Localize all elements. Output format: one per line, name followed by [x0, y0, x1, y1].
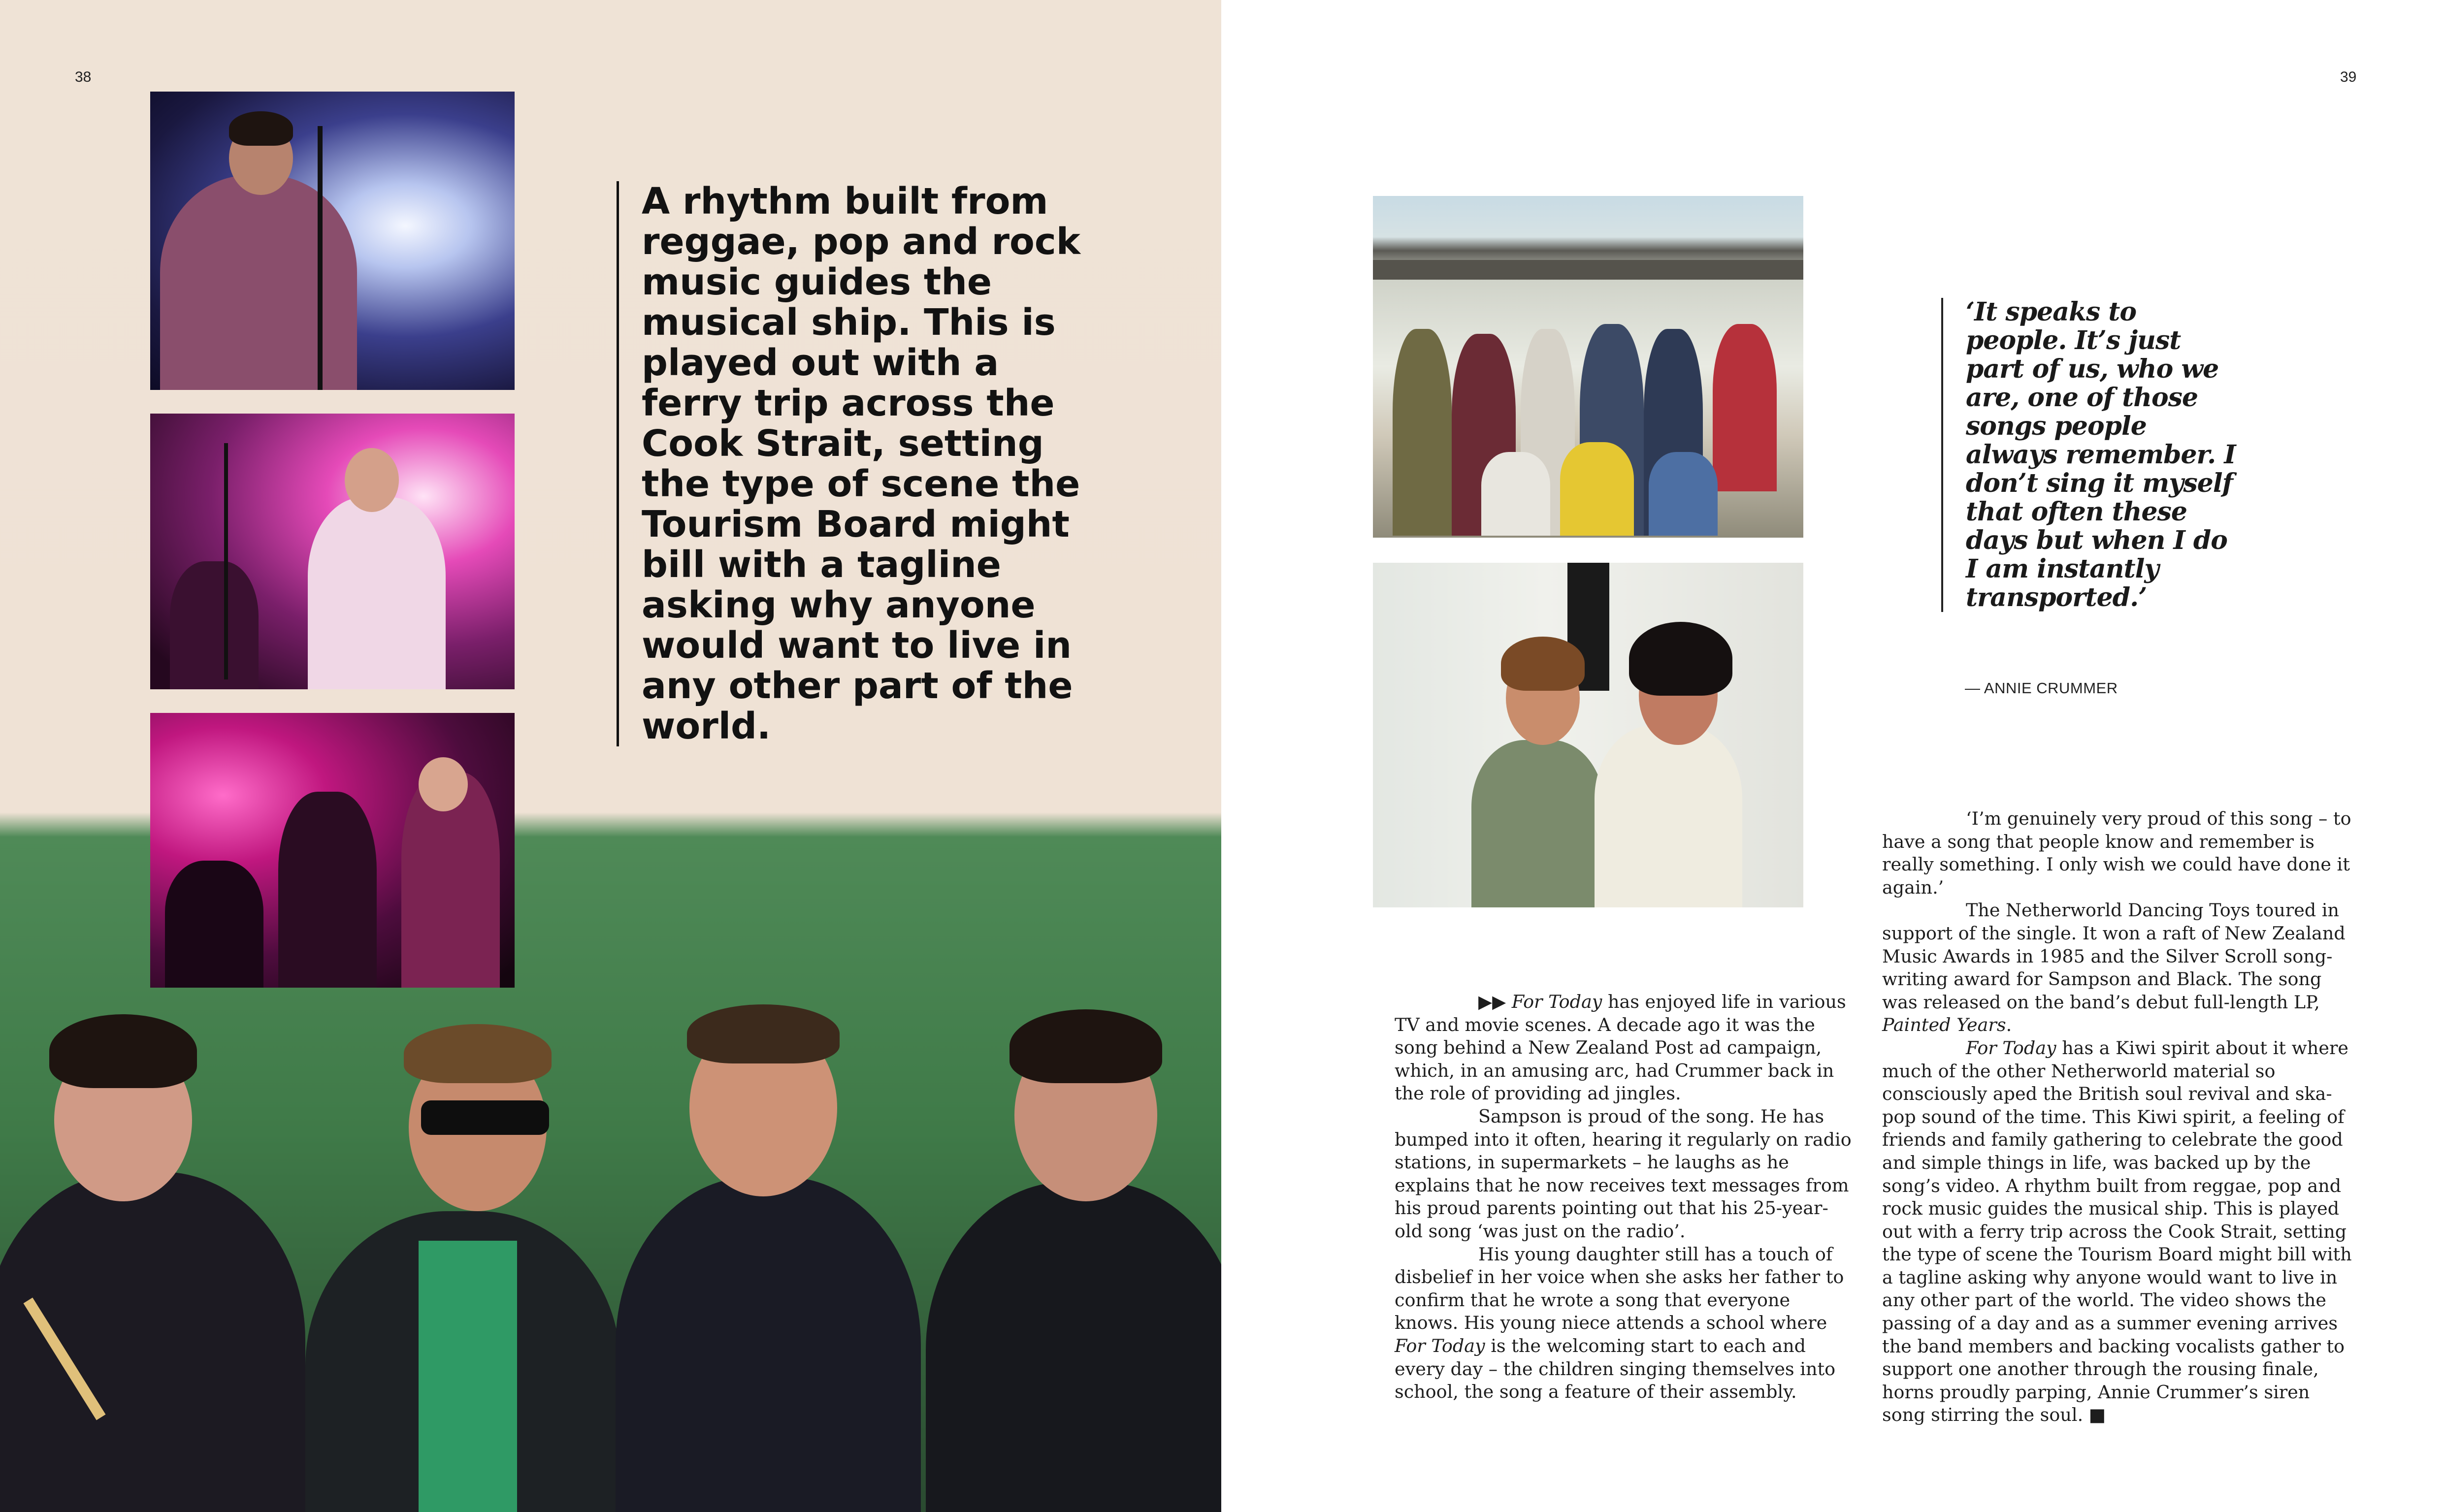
pull-quote-attribution: — ANNIE CRUMMER [1965, 679, 2118, 697]
group-photo-friends [1373, 196, 1803, 538]
song-title: For Today [1966, 1037, 2056, 1059]
concert-photo-horns [150, 713, 515, 988]
continued-marker: ▶▶ [1478, 991, 1506, 1012]
end-mark: ■ [2088, 1404, 2106, 1426]
paragraph: ▶▶ For Today has enjoyed life in various TV and movie scenes. A decade ago it was the song behind a New Zealand Post ad campaign, which, in an amusing arc, had Crummer back in the role of providing ad jingles. [1395, 991, 1846, 1104]
photo-two-women [1373, 563, 1803, 907]
pull-quote-right: ‘It speaks to people. It’s just part of us, who we are, one of those songs people always remember. I don’t sing it myself that often these days but when I do I am instantly transported.’ [1941, 298, 2242, 612]
page-number-right: 39 [2340, 69, 2357, 85]
body-column-a [1395, 991, 1855, 1404]
paragraph: For Today has a Kiwi spirit about it where much of the other Netherworld material so consciously aped the British soul revival and ska-pop sound of the time. This Kiwi spirit, a feeling of friends and family gathering to celebrate the good and simple things in life, was backed up by the song’s video. A rhythm built from reggae, pop and rock music guides the musical ship. This is played out with a ferry trip across the Cook Strait, setting the type of scene the Tourism Board might bill with a tagline asking why anyone would want to live in any other part of the world. The video shows the passing of a day and as a summer evening arrives the band members and backing vocalists gather to support one another through the rousing finale, horns proudly parping, Annie Crummer’s siren song stirring the soul. ■ [1882, 1037, 2352, 1426]
album-title: Painted Years [1882, 1014, 2006, 1036]
song-title: For Today [1395, 1335, 1485, 1356]
pull-quote-left: A rhythm built from reggae, pop and rock music guides the musical ship. This is played out with a ferry trip across the Cook Strait, setting the type of scene the Tourism Board might bill with a tagline asking why anyone would want to live in any other part of the world. [617, 181, 1109, 746]
concert-photo-guitarist [150, 414, 515, 689]
page-number-left: 38 [75, 69, 92, 85]
body-column-b [1882, 807, 2355, 1427]
concert-photo-singer [150, 92, 515, 390]
song-title: For Today [1511, 991, 1602, 1012]
paragraph: His young daughter still has a touch of disbelief in her voice when she asks her father to confirm that he wrote a song that everyone knows. His young niece attends a school where For Today is the welcoming start to each and every day – the children singing themselves into school, the song a feature of their assembly. [1395, 1243, 1844, 1403]
left-page [0, 0, 1221, 1512]
paragraph: Sampson is proud of the song. He has bumped into it often, hearing it regularly on radio stations, in supermarkets – he laughs as he explains that he now receives text messages from his proud parents pointing out that his 25-year-old song ‘was just on the radio’. [1395, 1105, 1852, 1242]
paragraph: ‘I’m genuinely very proud of this song – to have a song that people know and remember is really something. I only wish we could have done it again.’ [1882, 808, 2351, 898]
paragraph: The Netherworld Dancing Toys toured in support of the single. It won a raft of New Zealand Music Awards in 1985 and the Silver Scroll song-writing award for Sampson and Black. The song was released on the band’s debut full-length LP, Painted Years. [1882, 900, 2345, 1036]
